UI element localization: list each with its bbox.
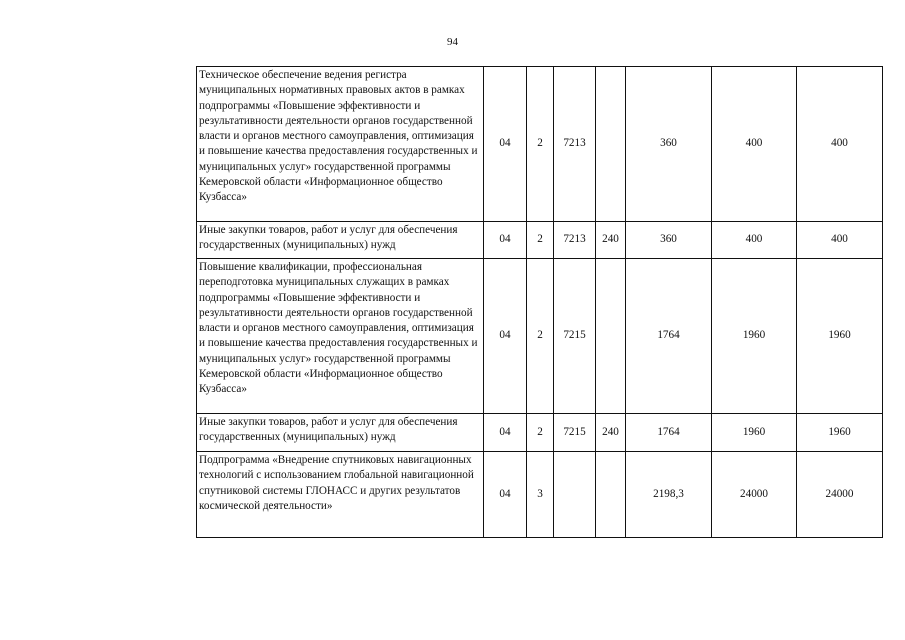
- direction-code-cell: 7215: [554, 414, 596, 452]
- program-code-cell: 04: [484, 259, 527, 414]
- row-name-cell: Иные закупки товаров, работ и услуг для обеспечения государственных (муниципальных) нужд: [197, 414, 484, 452]
- value-1-cell: 2198,3: [626, 452, 712, 538]
- row-name-cell: Подпрограмма «Внедрение спутниковых навигационных технологий с использованием глобальной навигационной спутниковой системы ГЛОНАСС и других результатов космической деятельности»: [197, 452, 484, 538]
- program-code-cell: 04: [484, 452, 527, 538]
- expense-type-cell: [596, 67, 626, 222]
- subprogram-code-cell: 2: [527, 67, 554, 222]
- row-name-cell: Техническое обеспечение ведения регистра муниципальных нормативных правовых актов в рамках подпрограммы «Повышение эффективности и результативности деятельности органов государственной власти и органов местного самоуправления, оптимизация и повышение качества предоставления государственных и муниципальных услуг» государственной программы Кемеровской области «Информационное общество Кузбасса»: [197, 67, 484, 222]
- program-code-cell: 04: [484, 414, 527, 452]
- row-name-cell: Иные закупки товаров, работ и услуг для обеспечения государственных (муниципальных) нужд: [197, 222, 484, 259]
- value-3-cell: 24000: [797, 452, 883, 538]
- subprogram-code-cell: 3: [527, 452, 554, 538]
- value-2-cell: 24000: [712, 452, 797, 538]
- value-1-cell: 1764: [626, 414, 712, 452]
- table-row: [197, 452, 883, 538]
- table-row: [197, 67, 883, 222]
- expense-type-cell: 240: [596, 222, 626, 259]
- value-2-cell: 1960: [712, 259, 797, 414]
- expense-type-cell: 240: [596, 414, 626, 452]
- value-1-cell: 360: [626, 67, 712, 222]
- value-1-cell: 360: [626, 222, 712, 259]
- subprogram-code-cell: 2: [527, 414, 554, 452]
- value-3-cell: 400: [797, 67, 883, 222]
- value-2-cell: 400: [712, 222, 797, 259]
- table-row: [197, 222, 883, 259]
- budget-table: [196, 66, 883, 538]
- value-3-cell: 1960: [797, 414, 883, 452]
- subprogram-code-cell: 2: [527, 222, 554, 259]
- row-name-cell: Повышение квалификации, профессиональная переподготовка муниципальных служащих в рамках подпрограммы «Повышение эффективности и результативности деятельности органов государственной власти и органов местного самоуправления, оптимизация и повышение качества предоставления государственных и муниципальных услуг» государственной программы Кемеровской области «Информационное общество Кузбасса»: [197, 259, 484, 414]
- expense-type-cell: [596, 259, 626, 414]
- subprogram-code-cell: 2: [527, 259, 554, 414]
- value-2-cell: 400: [712, 67, 797, 222]
- value-3-cell: 400: [797, 222, 883, 259]
- value-1-cell: 1764: [626, 259, 712, 414]
- program-code-cell: 04: [484, 67, 527, 222]
- table-row: [197, 259, 883, 414]
- direction-code-cell: 7215: [554, 259, 596, 414]
- page-number: 94: [447, 36, 458, 48]
- direction-code-cell: 7213: [554, 67, 596, 222]
- table-row: [197, 414, 883, 452]
- value-3-cell: 1960: [797, 259, 883, 414]
- expense-type-cell: [596, 452, 626, 538]
- direction-code-cell: [554, 452, 596, 538]
- program-code-cell: 04: [484, 222, 527, 259]
- direction-code-cell: 7213: [554, 222, 596, 259]
- value-2-cell: 1960: [712, 414, 797, 452]
